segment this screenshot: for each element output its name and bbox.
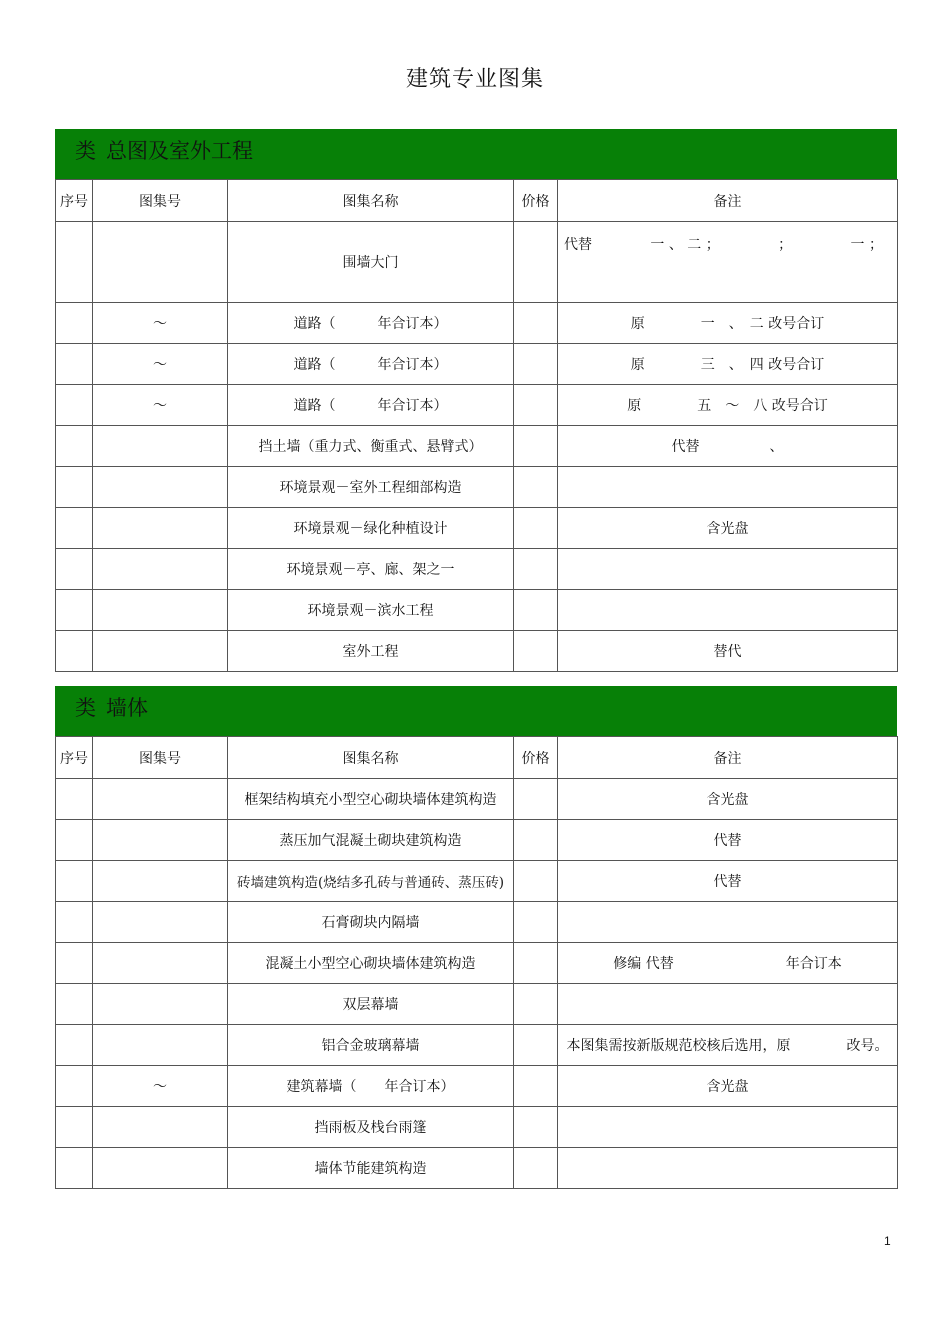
table-row (56, 222, 898, 303)
cell-seq (56, 1025, 93, 1066)
note-part: ； (778, 237, 793, 253)
table-row (56, 508, 898, 549)
cell-note: 原 三 、 四 改号合订 (558, 344, 898, 385)
cell-seq (56, 902, 93, 943)
table-header-row (56, 737, 898, 779)
cell-note (558, 222, 898, 303)
header-name: 图集名称 (228, 180, 514, 222)
section-prefix: 类 (75, 139, 96, 163)
table-row (56, 1148, 898, 1189)
cell-seq (56, 385, 93, 426)
table-row (56, 861, 898, 902)
cell-name: 挡土墙（重力式、衡重式、悬臂式） (228, 426, 514, 467)
cell-code (93, 426, 228, 467)
cell-seq (56, 1148, 93, 1189)
cell-seq (56, 426, 93, 467)
cell-code (93, 590, 228, 631)
cell-name: 围墙大门 (228, 222, 514, 303)
cell-price (514, 1148, 558, 1189)
cell-name: 墙体节能建筑构造 (228, 1148, 514, 1189)
cell-note (558, 902, 898, 943)
cell-price (514, 861, 558, 902)
cell-name: 挡雨板及栈台雨篷 (228, 1107, 514, 1148)
cell-name: 环境景观－亭、廊、架之一 (228, 549, 514, 590)
cell-seq (56, 467, 93, 508)
header-seq: 序号 (56, 180, 93, 222)
cell-name: 铝合金玻璃幕墙 (228, 1025, 514, 1066)
cell-price (514, 590, 558, 631)
page-number: 1 (884, 1234, 891, 1248)
atlas-table-site (55, 179, 898, 672)
cell-name: 砖墙建筑构造(烧结多孔砖与普通砖、蒸压砖) (228, 861, 514, 902)
cell-code (93, 779, 228, 820)
cell-code (93, 943, 228, 984)
cell-price (514, 222, 558, 303)
cell-name: 环境景观－室外工程细部构造 (228, 467, 514, 508)
cell-price (514, 1066, 558, 1107)
cell-code (93, 1025, 228, 1066)
cell-code: ～ (93, 385, 228, 426)
header-note: 备注 (558, 737, 898, 779)
note-part: 代替 (564, 237, 592, 253)
header-code: 图集号 (93, 737, 228, 779)
cell-seq (56, 943, 93, 984)
section-header-walls (55, 686, 897, 736)
cell-price (514, 344, 558, 385)
cell-name: 道路（ 年合订本） (228, 303, 514, 344)
cell-code (93, 508, 228, 549)
cell-seq (56, 1107, 93, 1148)
cell-seq (56, 1066, 93, 1107)
note-part: 一 ； (850, 237, 883, 253)
cell-code (93, 820, 228, 861)
cell-seq (56, 508, 93, 549)
cell-note: 修编 代替 年合订本 (558, 943, 898, 984)
table-row (56, 1025, 898, 1066)
note-parts (558, 234, 897, 254)
cell-price (514, 631, 558, 672)
note-part: 一 、 二 ； (650, 237, 720, 253)
cell-code (93, 467, 228, 508)
table-row (56, 590, 898, 631)
cell-name: 双层幕墙 (228, 984, 514, 1025)
cell-note (558, 1107, 898, 1148)
table-row (56, 631, 898, 672)
cell-code (93, 902, 228, 943)
cell-seq (56, 984, 93, 1025)
cell-seq (56, 222, 93, 303)
cell-note: 代替 (558, 861, 898, 902)
cell-seq (56, 631, 93, 672)
cell-code: ～ (93, 1066, 228, 1107)
cell-name: 蒸压加气混凝土砌块建筑构造 (228, 820, 514, 861)
cell-name: 混凝土小型空心砌块墙体建筑构造 (228, 943, 514, 984)
cell-seq (56, 344, 93, 385)
table-row (56, 1107, 898, 1148)
cell-code (93, 222, 228, 303)
header-price: 价格 (514, 180, 558, 222)
cell-code (93, 549, 228, 590)
table-row (56, 303, 898, 344)
cell-name: 室外工程 (228, 631, 514, 672)
section-label: 墙体 (106, 696, 148, 720)
cell-seq (56, 820, 93, 861)
cell-name: 建筑幕墙（ 年合订本） (228, 1066, 514, 1107)
section-label: 总图及室外工程 (106, 139, 253, 163)
cell-note (558, 984, 898, 1025)
table-row (56, 820, 898, 861)
cell-name: 道路（ 年合订本） (228, 344, 514, 385)
header-price: 价格 (514, 737, 558, 779)
table-row (56, 385, 898, 426)
cell-seq (56, 861, 93, 902)
table-row (56, 902, 898, 943)
cell-price (514, 426, 558, 467)
cell-price (514, 779, 558, 820)
atlas-table-walls (55, 736, 898, 1189)
cell-note (558, 467, 898, 508)
cell-note: 原 一 、 二 改号合订 (558, 303, 898, 344)
section-header-site (55, 129, 897, 179)
cell-note: 原 五 ～ 八 改号合订 (558, 385, 898, 426)
cell-note: 含光盘 (558, 508, 898, 549)
cell-price (514, 820, 558, 861)
table-row (56, 549, 898, 590)
cell-seq (56, 549, 93, 590)
cell-price (514, 984, 558, 1025)
table-row (56, 467, 898, 508)
cell-note (558, 1148, 898, 1189)
cell-code (93, 631, 228, 672)
table-row (56, 984, 898, 1025)
cell-name: 道路（ 年合订本） (228, 385, 514, 426)
table-row (56, 426, 898, 467)
cell-note: 含光盘 (558, 1066, 898, 1107)
table-header-row (56, 180, 898, 222)
header-code: 图集号 (93, 180, 228, 222)
cell-note: 代替 (558, 820, 898, 861)
cell-price (514, 508, 558, 549)
cell-price (514, 1025, 558, 1066)
cell-code (93, 984, 228, 1025)
cell-code: ～ (93, 344, 228, 385)
cell-code (93, 1107, 228, 1148)
cell-code: ～ (93, 303, 228, 344)
cell-note (558, 549, 898, 590)
cell-code (93, 1148, 228, 1189)
cell-name: 环境景观－滨水工程 (228, 590, 514, 631)
cell-note: 代替 、 (558, 426, 898, 467)
cell-seq (56, 303, 93, 344)
cell-note: 本图集需按新版规范校核后选用，原 改号。 (558, 1025, 898, 1066)
cell-note (558, 590, 898, 631)
cell-seq (56, 590, 93, 631)
cell-price (514, 902, 558, 943)
cell-price (514, 303, 558, 344)
cell-code (93, 861, 228, 902)
header-note: 备注 (558, 180, 898, 222)
cell-price (514, 549, 558, 590)
cell-name: 框架结构填充小型空心砌块墙体建筑构造 (228, 779, 514, 820)
page-title: 建筑专业图集 (405, 67, 544, 92)
table-row (56, 779, 898, 820)
table-row (56, 344, 898, 385)
header-seq: 序号 (56, 737, 93, 779)
cell-note: 含光盘 (558, 779, 898, 820)
header-name: 图集名称 (228, 737, 514, 779)
cell-seq (56, 779, 93, 820)
cell-note: 替代 (558, 631, 898, 672)
cell-price (514, 1107, 558, 1148)
section-prefix: 类 (75, 696, 96, 720)
cell-name: 石膏砌块内隔墙 (228, 902, 514, 943)
table-row (56, 1066, 898, 1107)
cell-price (514, 943, 558, 984)
cell-price (514, 385, 558, 426)
cell-price (514, 467, 558, 508)
table-row (56, 943, 898, 984)
cell-name: 环境景观－绿化种植设计 (228, 508, 514, 549)
